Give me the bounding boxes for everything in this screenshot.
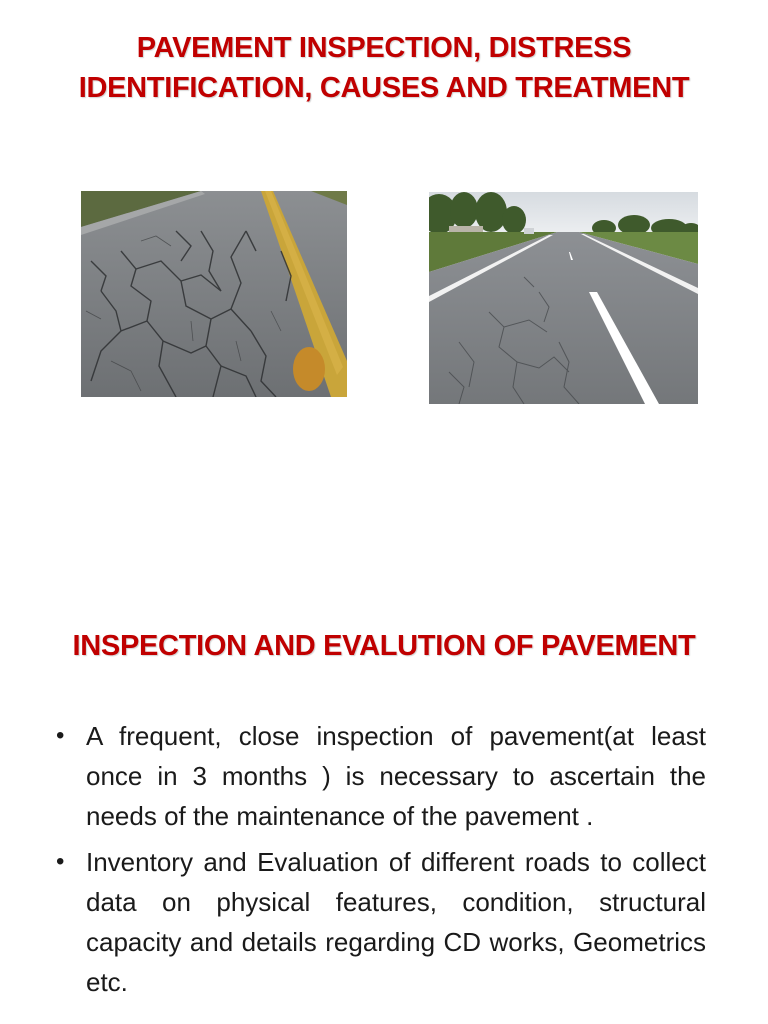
bullet-text: A frequent, close inspection of pavement(at least once in 3 months ) is necessary to ascertain the needs of the maintenance of the pavement . xyxy=(86,721,706,831)
bullet-list xyxy=(56,716,706,1008)
highway-road-with-cracks-photo xyxy=(429,192,698,404)
slide-title-line-2: IDENTIFICATION, CAUSES AND TREATMENT xyxy=(78,72,690,104)
list-item xyxy=(56,716,706,836)
slide-title xyxy=(0,28,768,108)
bullet-marker: • xyxy=(56,848,65,875)
cracked-asphalt-road-photo xyxy=(81,191,347,397)
section-title: INSPECTION AND EVALUTION OF PAVEMENT xyxy=(72,630,696,662)
slide-title-line-1: PAVEMENT INSPECTION, DISTRESS xyxy=(136,32,632,64)
bullet-text: Inventory and Evaluation of different roads to collect data on physical features, condition, structural capacity and details regarding CD works, Geometrics etc. xyxy=(86,847,706,997)
list-item xyxy=(56,842,706,1002)
bullet-marker: • xyxy=(56,722,65,749)
